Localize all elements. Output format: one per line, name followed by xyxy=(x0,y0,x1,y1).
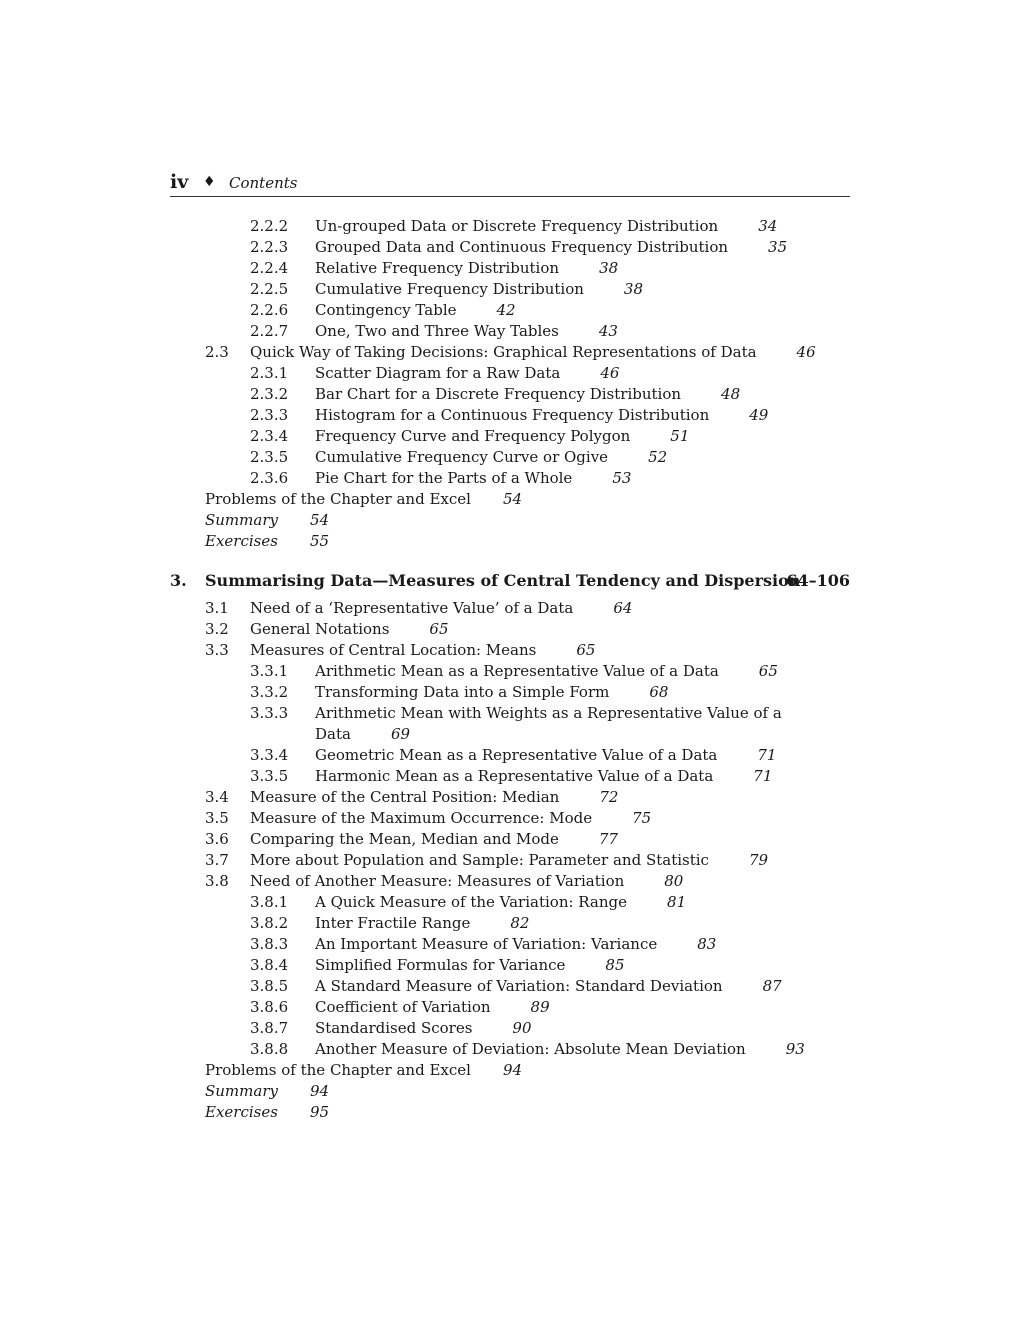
page-ref: 75 xyxy=(632,809,652,827)
page-ref: 85 xyxy=(605,956,625,974)
section-title: Harmonic Mean as a Representative Value of a Data 71 xyxy=(315,767,773,785)
section-title: Bar Chart for a Discrete Frequency Distribution 48 xyxy=(315,385,741,403)
section-number: 2.2.6 xyxy=(250,301,289,319)
page-ref: 64 xyxy=(613,599,633,617)
section-title: Summary xyxy=(205,1082,278,1100)
section-title: A Standard Measure of Variation: Standard Deviation 87 xyxy=(315,977,782,995)
toc-entry-exercises[interactable] xyxy=(205,531,329,551)
diamond-separator-icon: ♦ xyxy=(203,174,216,190)
page-ref: 43 xyxy=(598,322,618,340)
page-ref: 71 xyxy=(757,746,777,764)
section-number: 3.3.1 xyxy=(250,662,289,680)
page-ref: 81 xyxy=(667,893,687,911)
page-ref: 65 xyxy=(758,662,778,680)
section-title: Measure of the Central Position: Median 72 xyxy=(250,788,619,806)
section-title: An Important Measure of Variation: Variance 83 xyxy=(315,935,717,953)
section-title: Measure of the Maximum Occurrence: Mode 75 xyxy=(250,809,652,827)
section-number: 3.8.7 xyxy=(250,1019,289,1037)
section-title: Inter Fractile Range 82 xyxy=(315,914,530,932)
page-ref: 94 xyxy=(502,1061,523,1079)
page-ref: 49 xyxy=(749,406,769,424)
page-ref: 95 xyxy=(309,1103,330,1121)
section-number: 3.8.8 xyxy=(250,1040,289,1058)
page-ref: 93 xyxy=(785,1040,805,1058)
section-number: 2.3 xyxy=(205,343,229,361)
section-number: 2.3.5 xyxy=(250,448,289,466)
page-number: iv xyxy=(170,171,189,193)
page-ref: 94 xyxy=(309,1082,330,1100)
page-ref: 87 xyxy=(762,977,782,995)
section-title: Another Measure of Deviation: Absolute Mean Deviation 93 xyxy=(315,1040,805,1058)
page-ref: 77 xyxy=(598,830,618,848)
section-title: Standardised Scores 90 xyxy=(315,1019,532,1037)
section-title: Cumulative Frequency Distribution 38 xyxy=(315,280,643,298)
chapter-page-range: 64–106 xyxy=(786,571,850,590)
toc-entry-problems[interactable] xyxy=(205,489,522,509)
section-number: 3.8.6 xyxy=(250,998,289,1016)
page-ref: 54 xyxy=(309,511,330,529)
page-ref: 83 xyxy=(697,935,717,953)
section-title: Quick Way of Taking Decisions: Graphical Representations of Data 46 xyxy=(250,343,816,361)
page-ref: 89 xyxy=(530,998,550,1016)
section-title: Cumulative Frequency Curve or Ogive 52 xyxy=(315,448,668,466)
section-title: Problems of the Chapter and Excel xyxy=(205,490,471,508)
section-number: 3.3.3 xyxy=(250,704,289,722)
section-number: 3.8.1 xyxy=(250,893,289,911)
section-number: 2.3.2 xyxy=(250,385,289,403)
page-ref: 71 xyxy=(753,767,773,785)
section-title: Histogram for a Continuous Frequency Distribution 49 xyxy=(315,406,769,424)
section-title: Summary xyxy=(205,511,278,529)
toc-entry-continuation[interactable] xyxy=(315,724,410,744)
section-number: 3.3.2 xyxy=(250,683,289,701)
section-number: 3.3.4 xyxy=(250,746,289,764)
section-title: Un-grouped Data or Discrete Frequency Distribution 34 xyxy=(315,217,778,235)
section-title: Problems of the Chapter and Excel xyxy=(205,1061,471,1079)
section-number: 3.6 xyxy=(205,830,229,848)
section-number: 2.3.6 xyxy=(250,469,289,487)
section-number: 2.2.7 xyxy=(250,322,289,340)
section-number: 3.8.4 xyxy=(250,956,289,974)
section-title: Exercises xyxy=(205,532,278,550)
page-ref: 51 xyxy=(670,427,690,445)
section-title: General Notations 65 xyxy=(250,620,449,638)
page-ref: 68 xyxy=(649,683,669,701)
chapter-title: Summarising Data—Measures of Central Tendency and Dispersion xyxy=(205,571,801,590)
section-title-continuation: Data xyxy=(315,725,351,743)
section-title: Arithmetic Mean with Weights as a Representative Value of a xyxy=(315,704,782,722)
section-number: 2.2.3 xyxy=(250,238,289,256)
page-ref: 38 xyxy=(599,259,619,277)
section-number: 3.8.5 xyxy=(250,977,289,995)
chapter-number: 3. xyxy=(170,571,187,590)
section-title: Need of Another Measure: Measures of Variation 80 xyxy=(250,872,684,890)
section-title: Contingency Table 42 xyxy=(315,301,516,319)
page-ref: 69 xyxy=(390,725,411,743)
page-ref: 65 xyxy=(576,641,596,659)
page-ref: 38 xyxy=(623,280,643,298)
page-ref: 46 xyxy=(796,343,816,361)
running-title: Contents xyxy=(229,174,298,192)
page-ref: 65 xyxy=(429,620,449,638)
toc-entry-exercises[interactable] xyxy=(205,1102,329,1122)
chapter-heading[interactable] xyxy=(170,570,850,592)
section-number: 3.5 xyxy=(205,809,229,827)
running-header xyxy=(170,172,850,197)
section-title: A Quick Measure of the Variation: Range 81 xyxy=(315,893,687,911)
page-ref: 79 xyxy=(748,851,769,869)
section-number: 3.3 xyxy=(205,641,229,659)
toc-entry-summary[interactable] xyxy=(205,510,329,530)
page-ref: 42 xyxy=(496,301,516,319)
section-number: 3.3.5 xyxy=(250,767,289,785)
page-ref: 35 xyxy=(768,238,788,256)
page-ref: 72 xyxy=(599,788,619,806)
section-number: 3.7 xyxy=(205,851,229,869)
section-title: More about Population and Sample: Parameter and Statistic 79 xyxy=(250,851,769,869)
page-ref: 48 xyxy=(721,385,741,403)
page-ref: 52 xyxy=(648,448,668,466)
toc-entry-summary[interactable] xyxy=(205,1081,329,1101)
section-number: 2.2.4 xyxy=(250,259,289,277)
section-title: Comparing the Mean, Median and Mode 77 xyxy=(250,830,618,848)
section-number: 3.8.3 xyxy=(250,935,289,953)
section-number: 3.1 xyxy=(205,599,229,617)
section-title: Pie Chart for the Parts of a Whole 53 xyxy=(315,469,632,487)
section-title: One, Two and Three Way Tables 43 xyxy=(315,322,618,340)
section-title: Transforming Data into a Simple Form 68 xyxy=(315,683,669,701)
section-title: Arithmetic Mean as a Representative Value of a Data 65 xyxy=(315,662,778,680)
section-number: 2.2.5 xyxy=(250,280,289,298)
section-number: 2.3.4 xyxy=(250,427,289,445)
section-number: 2.2.2 xyxy=(250,217,289,235)
page-ref: 90 xyxy=(512,1019,532,1037)
page-ref: 34 xyxy=(758,217,778,235)
section-title: Geometric Mean as a Representative Value of a Data 71 xyxy=(315,746,777,764)
section-number: 2.3.3 xyxy=(250,406,289,424)
section-title: Scatter Diagram for a Raw Data 46 xyxy=(315,364,620,382)
page-ref: 55 xyxy=(309,532,330,550)
section-title: Relative Frequency Distribution 38 xyxy=(315,259,619,277)
section-title: Measures of Central Location: Means 65 xyxy=(250,641,596,659)
page-ref: 80 xyxy=(664,872,684,890)
page-ref: 53 xyxy=(612,469,632,487)
toc-entry-problems[interactable] xyxy=(205,1060,522,1080)
section-title: Need of a ‘Representative Value’ of a Data 64 xyxy=(250,599,633,617)
section-title: Exercises xyxy=(205,1103,278,1121)
section-number: 3.2 xyxy=(205,620,229,638)
page-ref: 46 xyxy=(600,364,620,382)
page-ref: 54 xyxy=(502,490,523,508)
section-number: 3.4 xyxy=(205,788,229,806)
section-title: Grouped Data and Continuous Frequency Distribution 35 xyxy=(315,238,788,256)
page-ref: 82 xyxy=(510,914,530,932)
section-title: Coefficient of Variation 89 xyxy=(315,998,550,1016)
section-number: 2.3.1 xyxy=(250,364,289,382)
section-title: Simplified Formulas for Variance 85 xyxy=(315,956,625,974)
section-title: Frequency Curve and Frequency Polygon 51 xyxy=(315,427,690,445)
section-number: 3.8 xyxy=(205,872,229,890)
section-number: 3.8.2 xyxy=(250,914,289,932)
